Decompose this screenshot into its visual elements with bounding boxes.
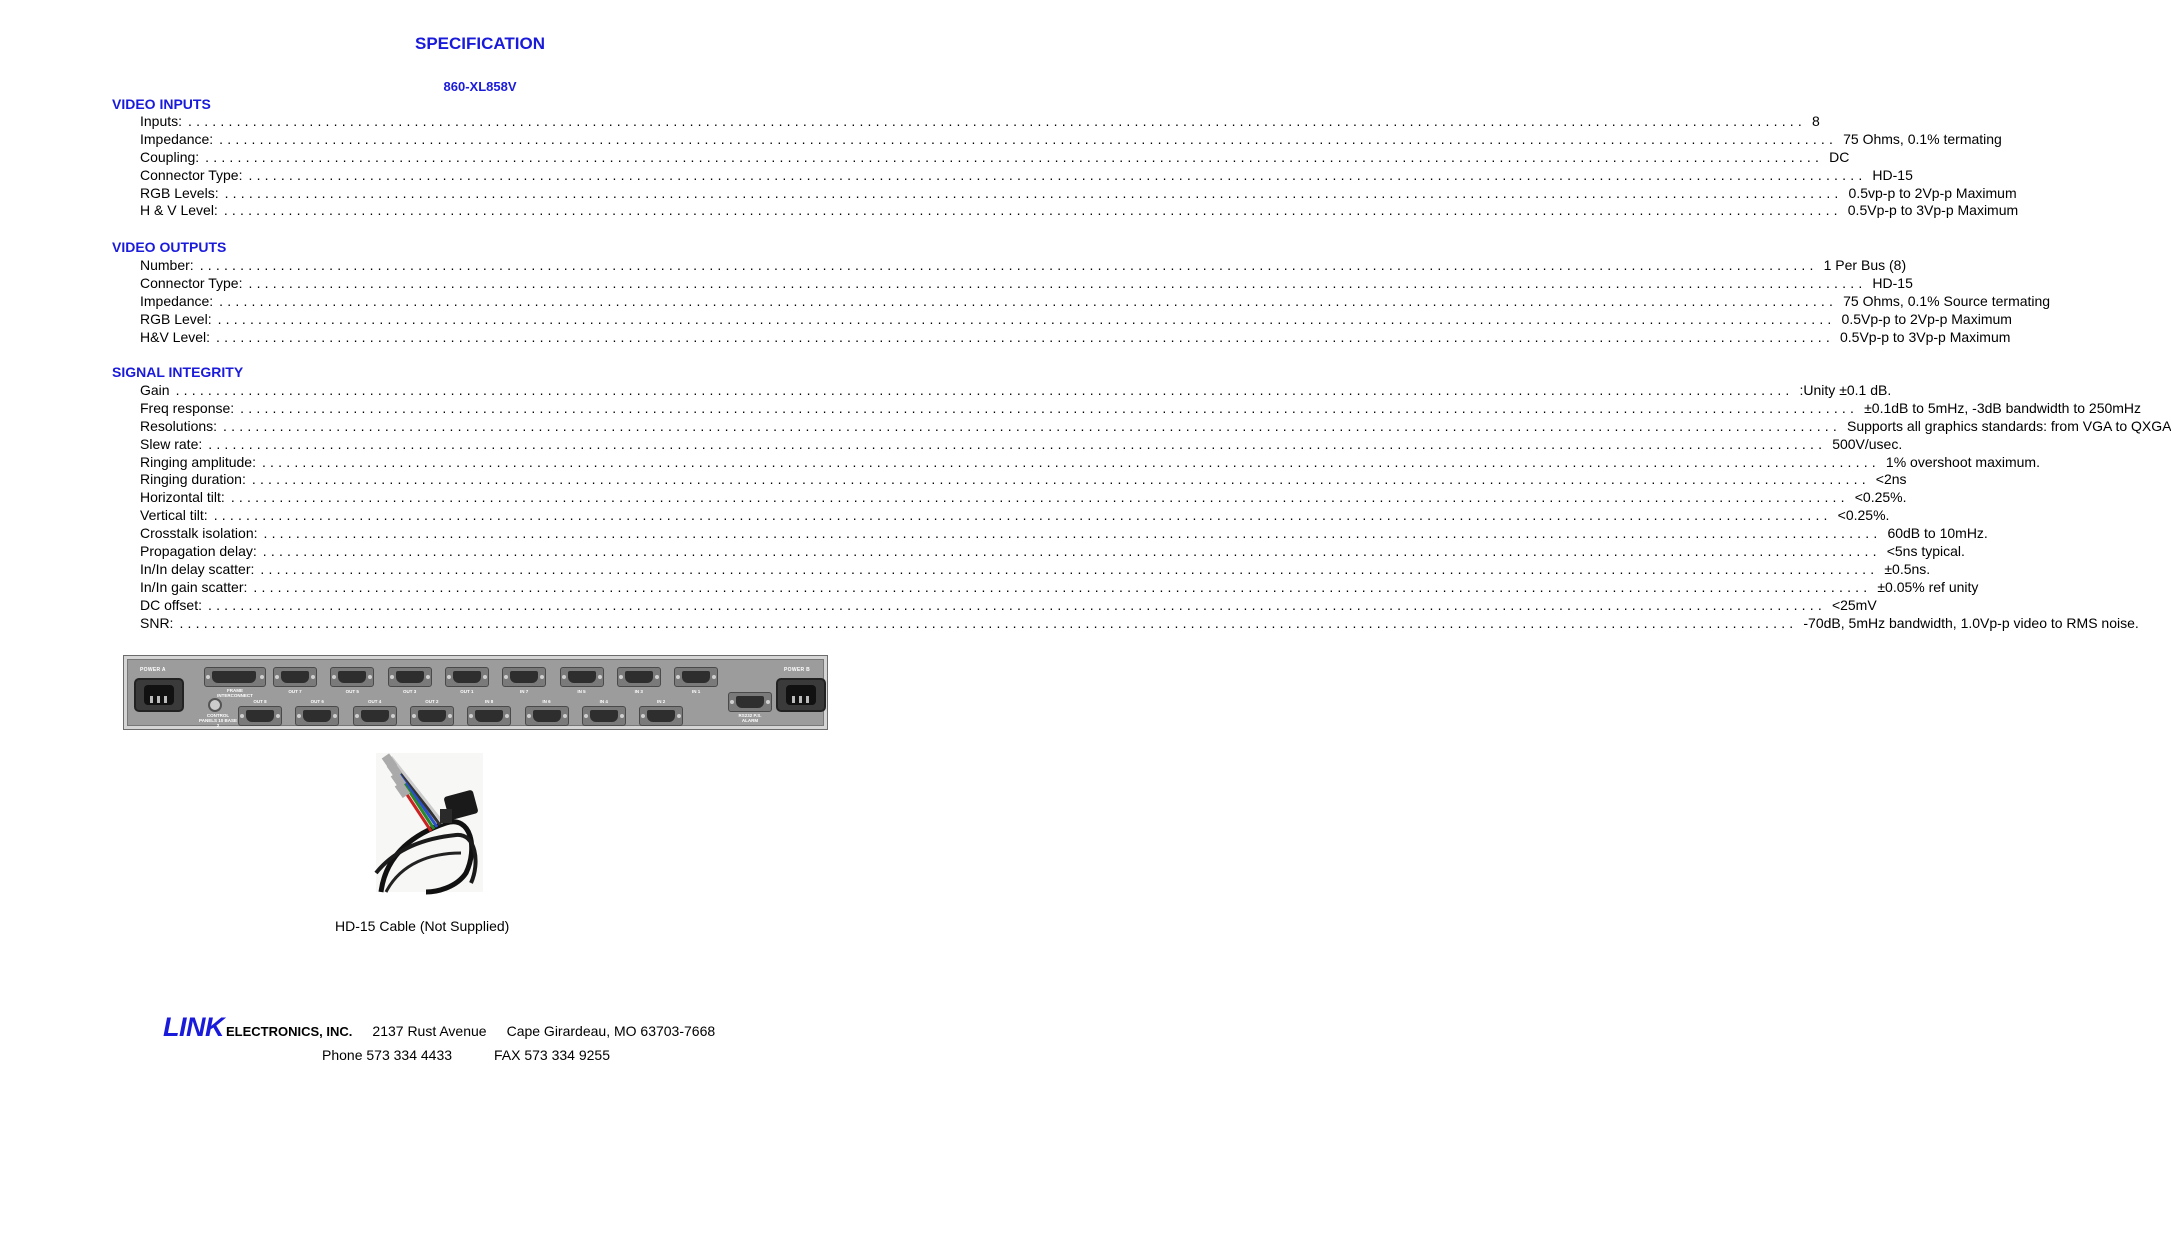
spec-row bbox=[140, 328, 2011, 347]
power-b-label: POWER B bbox=[784, 667, 810, 673]
hd15-connector bbox=[295, 706, 339, 726]
spec-label: Coupling: bbox=[140, 148, 200, 165]
spec-value: Supports all graphics standards: from VGA to QXGA bbox=[1846, 417, 2171, 434]
street-address: 2137 Rust Avenue bbox=[372, 1023, 487, 1039]
hd15-connector bbox=[502, 667, 546, 687]
spec-row bbox=[140, 614, 2139, 633]
spec-row bbox=[140, 596, 1877, 615]
spec-row bbox=[140, 543, 1965, 561]
spec-label: Resolutions: bbox=[140, 417, 218, 434]
spec-row bbox=[140, 166, 1913, 185]
dot-leader: ........................................................................................................................................................................................................ bbox=[188, 113, 1806, 129]
hd15-connector bbox=[639, 706, 683, 726]
footer-contact-line bbox=[322, 1047, 610, 1063]
spec-label: RGB Level: bbox=[140, 310, 212, 327]
spec-value: ±0.05% ref unity bbox=[1877, 578, 1979, 595]
spec-row bbox=[140, 560, 1931, 579]
spec-row bbox=[140, 148, 1850, 167]
connector-label: IN 1 bbox=[691, 689, 701, 694]
dot-leader: ........................................................................................................................................................................................................ bbox=[213, 507, 1832, 524]
dot-leader: ........................................................................................................................................................................................................ bbox=[223, 202, 1842, 219]
hd15-connector bbox=[582, 706, 626, 726]
spec-value: 75 Ohms, 0.1% termating bbox=[1843, 130, 2002, 147]
control-panels-label: CONTROL PANELS 10 BASE 2 bbox=[199, 713, 237, 728]
video-outputs-heading: VIDEO OUTPUTS bbox=[112, 239, 227, 255]
spec-label: Impedance: bbox=[140, 130, 214, 147]
connector-label: OUT 2 bbox=[425, 699, 439, 704]
spec-row bbox=[140, 382, 1892, 400]
hd15-connector bbox=[410, 706, 454, 726]
spec-label: H & V Level: bbox=[140, 202, 218, 219]
city-address: Cape Girardeau, MO 63703-7668 bbox=[506, 1023, 716, 1039]
power-a-label: POWER A bbox=[140, 667, 166, 673]
spec-row bbox=[140, 471, 1907, 489]
dot-leader: ........................................................................................................................................................................................................ bbox=[208, 596, 1826, 613]
dot-leader: ........................................................................................................................................................................................................ bbox=[219, 130, 1838, 147]
hd15-connector bbox=[525, 706, 569, 726]
spec-label: Crosstalk isolation: bbox=[140, 525, 258, 542]
connector-label: OUT 6 bbox=[310, 699, 324, 704]
spec-row bbox=[140, 292, 2051, 311]
spec-value: :Unity ±0.1 dB. bbox=[1799, 382, 1892, 398]
spec-row bbox=[140, 184, 2017, 203]
spec-value: HD-15 bbox=[1872, 274, 1913, 291]
footer-address-line bbox=[163, 1012, 715, 1042]
dot-leader: ........................................................................................................................................................................................................ bbox=[205, 148, 1824, 165]
dot-leader: ........................................................................................................................................................................................................ bbox=[223, 417, 1841, 434]
spec-row bbox=[140, 399, 2142, 418]
spec-value: 60dB to 10mHz. bbox=[1887, 525, 1988, 542]
spec-row bbox=[140, 310, 2012, 329]
hd15-connector bbox=[445, 667, 489, 687]
connector-label: IN 4 bbox=[599, 699, 608, 704]
spec-value: 75 Ohms, 0.1% Source termating bbox=[1843, 292, 2051, 309]
spec-value: 0.5Vp-p to 3Vp-p Maximum bbox=[1847, 202, 2019, 219]
dot-leader: ........................................................................................................................................................................................................ bbox=[260, 560, 1879, 577]
hd15-connector bbox=[273, 667, 317, 687]
dot-leader: ........................................................................................................................................................................................................ bbox=[261, 453, 1880, 470]
dot-leader: ........................................................................................................................................................................................................ bbox=[216, 328, 1834, 345]
connector-label: OUT 8 bbox=[253, 699, 267, 704]
spec-label: Ringing duration: bbox=[140, 471, 246, 488]
signal-integrity-list bbox=[140, 382, 2171, 632]
connector-label: OUT 4 bbox=[367, 699, 382, 704]
spec-label: Ringing amplitude: bbox=[140, 453, 256, 470]
spec-value: <0.25%. bbox=[1854, 489, 1907, 506]
spec-value: ±0.5ns. bbox=[1884, 560, 1931, 577]
rear-panel-image bbox=[123, 655, 828, 730]
spec-value: <25mV bbox=[1831, 596, 1877, 613]
power-b-inlet bbox=[776, 678, 826, 712]
spec-label: Propagation delay: bbox=[140, 543, 257, 560]
spec-row bbox=[140, 130, 2002, 149]
page-title: SPECIFICATION bbox=[414, 34, 546, 53]
spec-label: Vertical tilt: bbox=[140, 507, 208, 524]
hd15-connector bbox=[674, 667, 718, 687]
hd15-connector bbox=[330, 667, 374, 687]
connector-label: IN 2 bbox=[656, 699, 666, 704]
spec-label: H&V Level: bbox=[140, 328, 211, 345]
hd15-cable-photo bbox=[376, 753, 483, 892]
spec-row bbox=[140, 435, 1903, 454]
frame-interconnect-label: FRAME INTERCONNECT bbox=[217, 688, 253, 698]
hd15-connector bbox=[617, 667, 661, 687]
spec-value: 0.5vp-p to 2Vp-p Maximum bbox=[1848, 184, 2017, 201]
connector-label: OUT 3 bbox=[402, 689, 417, 694]
spec-label: Horizontal tilt: bbox=[140, 489, 225, 506]
spec-row bbox=[140, 453, 2040, 472]
video-inputs-heading: VIDEO INPUTS bbox=[112, 96, 211, 112]
spec-row bbox=[140, 417, 2171, 436]
connector-label: IN 3 bbox=[634, 689, 643, 694]
video-outputs-list bbox=[140, 257, 2051, 346]
dot-leader: ........................................................................................................................................................................................................ bbox=[175, 382, 1794, 398]
spec-label: RGB Levels: bbox=[140, 184, 219, 201]
connector-label: OUT 1 bbox=[460, 689, 474, 694]
dot-leader: ........................................................................................................................................................................................................ bbox=[199, 257, 1818, 273]
spec-label: In/In gain scatter: bbox=[140, 578, 248, 595]
spec-label: Gain bbox=[140, 382, 170, 398]
power-a-inlet bbox=[134, 678, 184, 712]
dot-leader: ........................................................................................................................................................................................................ bbox=[251, 471, 1870, 488]
spec-row bbox=[140, 578, 1979, 597]
spec-label: DC offset: bbox=[140, 596, 202, 613]
spec-value: 1 Per Bus (8) bbox=[1823, 257, 1907, 273]
connector-label: IN 6 bbox=[542, 699, 551, 704]
spec-label: Connector Type: bbox=[140, 274, 243, 291]
spec-value: 500V/usec. bbox=[1832, 435, 1903, 452]
spec-label: Connector Type: bbox=[140, 166, 243, 183]
spec-row bbox=[140, 202, 2019, 220]
connector-label: IN 5 bbox=[577, 689, 586, 694]
spec-label: Freq response: bbox=[140, 399, 235, 416]
spec-value: <0.25%. bbox=[1837, 507, 1890, 524]
hd15-connector bbox=[388, 667, 432, 687]
spec-label: Impedance: bbox=[140, 292, 214, 309]
rear-panel-face bbox=[127, 659, 824, 726]
spec-row bbox=[140, 525, 1988, 543]
spec-label: In/In delay scatter: bbox=[140, 560, 255, 577]
dot-leader: ........................................................................................................................................................................................................ bbox=[224, 184, 1843, 201]
dot-leader: ........................................................................................................................................................................................................ bbox=[208, 435, 1827, 452]
spec-row bbox=[140, 489, 1907, 507]
model-number: 860-XL858V bbox=[443, 79, 517, 94]
connector-label: IN 7 bbox=[520, 689, 529, 694]
dot-leader: ........................................................................................................................................................................................................ bbox=[230, 489, 1849, 506]
spec-label: Inputs: bbox=[140, 113, 183, 129]
dot-leader: ........................................................................................................................................................................................................ bbox=[248, 166, 1867, 183]
spec-value: <5ns typical. bbox=[1886, 543, 1965, 560]
dot-leader: ........................................................................................................................................................................................................ bbox=[240, 399, 1859, 416]
spec-row bbox=[140, 113, 1820, 131]
spec-row bbox=[140, 507, 1890, 525]
dot-leader: ........................................................................................................................................................................................................ bbox=[219, 292, 1838, 309]
dot-leader: ........................................................................................................................................................................................................ bbox=[248, 274, 1867, 291]
dot-leader: ........................................................................................................................................................................................................ bbox=[179, 614, 1798, 631]
spec-value: ±0.1dB to 5mHz, -3dB bandwidth to 250mHz bbox=[1864, 399, 2142, 416]
phone-number: Phone 573 334 4433 bbox=[322, 1047, 453, 1063]
spec-value: 0.5Vp-p to 2Vp-p Maximum bbox=[1841, 310, 2012, 327]
hd15-connector bbox=[560, 667, 604, 687]
dot-leader: ........................................................................................................................................................................................................ bbox=[253, 578, 1872, 595]
signal-integrity-heading: SIGNAL INTEGRITY bbox=[112, 364, 244, 380]
hd15-connector bbox=[353, 706, 397, 726]
spec-label: Number: bbox=[140, 257, 194, 273]
company-name: ELECTRONICS, INC. bbox=[226, 1024, 353, 1039]
hd15-connector bbox=[467, 706, 511, 726]
spec-value: 1% overshoot maximum. bbox=[1885, 453, 2040, 470]
hd15-connector bbox=[238, 706, 282, 726]
spec-row bbox=[140, 257, 1907, 275]
spec-value: 8 bbox=[1811, 113, 1820, 129]
video-inputs-list bbox=[140, 113, 2019, 220]
spec-row bbox=[140, 274, 1913, 293]
spec-value: <2ns bbox=[1875, 471, 1907, 488]
company-logo: LINK bbox=[163, 1012, 224, 1042]
dot-leader: ........................................................................................................................................................................................................ bbox=[262, 543, 1881, 560]
spec-value: DC bbox=[1829, 148, 1850, 165]
spec-label: SNR: bbox=[140, 614, 174, 631]
spec-value: HD-15 bbox=[1872, 166, 1913, 183]
cable-caption: HD-15 Cable (Not Supplied) bbox=[335, 918, 510, 934]
rs232-label: RS232 P.S. ALARM bbox=[738, 713, 762, 723]
spec-value: -70dB, 5mHz bandwidth, 1.0Vp-p video to RMS noise. bbox=[1803, 614, 2139, 631]
spec-label: Slew rate: bbox=[140, 435, 203, 452]
fax-number: FAX 573 334 9255 bbox=[494, 1047, 611, 1063]
dot-leader: ........................................................................................................................................................................................................ bbox=[263, 525, 1882, 542]
dot-leader: ........................................................................................................................................................................................................ bbox=[217, 310, 1836, 327]
connector-label: OUT 7 bbox=[288, 689, 302, 694]
control-panel-bnc bbox=[208, 698, 222, 712]
frame-interconnect-connector bbox=[204, 667, 266, 687]
connector-label: OUT 5 bbox=[345, 689, 359, 694]
connector-label: IN 8 bbox=[485, 699, 494, 704]
spec-value: 0.5Vp-p to 3Vp-p Maximum bbox=[1839, 328, 2011, 345]
rs232-connector bbox=[728, 692, 772, 712]
